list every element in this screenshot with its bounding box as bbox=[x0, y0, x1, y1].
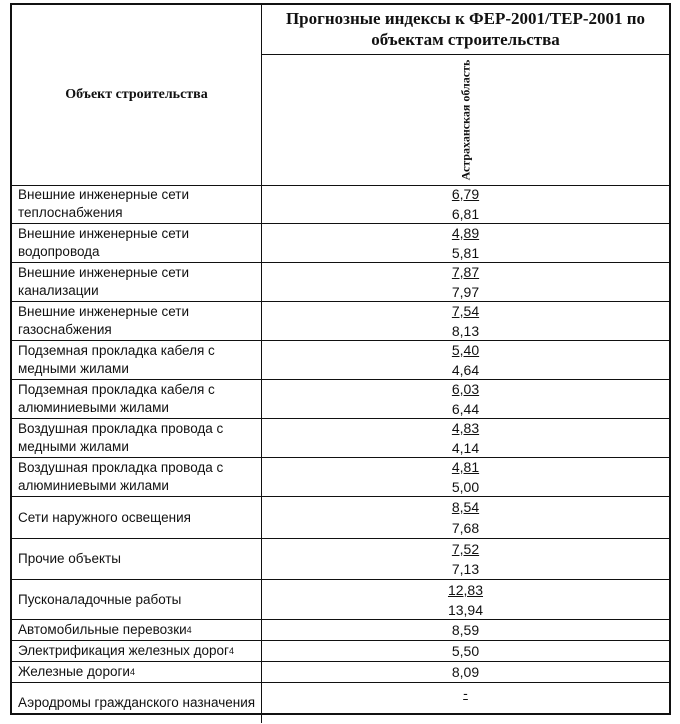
footnote-marker: 4 bbox=[129, 667, 135, 677]
table-row bbox=[12, 683, 669, 723]
table-row bbox=[12, 641, 669, 662]
index-cell bbox=[262, 224, 669, 262]
table-row bbox=[12, 497, 669, 539]
index-value-top: 5,40 bbox=[451, 342, 480, 358]
index-value-top: 6,79 bbox=[451, 186, 480, 202]
index-value-bottom: 7,68 bbox=[451, 520, 480, 536]
index-cell bbox=[262, 539, 669, 579]
object-name: Воздушная прокладка провода с алюминиевыми жилами bbox=[12, 458, 262, 496]
index-cell bbox=[262, 662, 669, 682]
table-row bbox=[12, 539, 669, 580]
object-name: Аэродромы гражданского назначения bbox=[12, 683, 262, 723]
index-value-top: 12,83 bbox=[447, 582, 484, 598]
index-value-top: 7,87 bbox=[451, 264, 480, 280]
index-value-bottom: 13,94 bbox=[447, 602, 484, 618]
object-name: Подземная прокладка кабеля с медными жилами bbox=[12, 341, 262, 379]
index-cell bbox=[262, 683, 669, 723]
object-name: Внешние инженерные сети канализации bbox=[12, 263, 262, 301]
index-value-bottom: 8,13 bbox=[451, 323, 480, 339]
index-value-top: 8,54 bbox=[451, 499, 480, 515]
index-value-top: 7,54 bbox=[451, 303, 480, 319]
index-value: 8,59 bbox=[451, 622, 480, 638]
index-value-top: - bbox=[463, 685, 468, 701]
index-cell bbox=[262, 380, 669, 418]
index-value-top: 4,81 bbox=[451, 459, 480, 475]
index-value-top: 4,89 bbox=[451, 225, 480, 241]
index-value-bottom: 5,81 bbox=[451, 245, 480, 261]
index-cell bbox=[262, 263, 669, 301]
object-name: Железные дороги 4 bbox=[12, 662, 262, 682]
index-cell bbox=[262, 302, 669, 340]
index-cell bbox=[262, 497, 669, 538]
object-column-header: Объект строительства bbox=[12, 5, 262, 185]
index-value-bottom: 6,44 bbox=[451, 401, 480, 417]
index-cell bbox=[262, 458, 669, 496]
footnote-marker: 4 bbox=[186, 625, 192, 635]
table-row bbox=[12, 185, 669, 224]
table-row bbox=[12, 620, 669, 641]
index-value-bottom: 5,00 bbox=[451, 479, 480, 495]
index-cell bbox=[262, 620, 669, 640]
index-value-top: 6,03 bbox=[451, 381, 480, 397]
index-column-header: Прогнозные индексы к ФЕР-2001/ТЕР-2001 по объектам строительства bbox=[262, 5, 669, 55]
index-value: 8,09 bbox=[451, 664, 480, 680]
index-value: 5,50 bbox=[451, 643, 480, 659]
index-value-bottom: 4,64 bbox=[451, 362, 480, 378]
forecast-index-table bbox=[10, 3, 671, 721]
table-row bbox=[12, 580, 669, 620]
table-row bbox=[12, 662, 669, 683]
object-name: Пусконаладочные работы bbox=[12, 580, 262, 619]
object-name: Внешние инженерные сети водопровода bbox=[12, 224, 262, 262]
index-cell bbox=[262, 641, 669, 661]
table-row bbox=[12, 263, 669, 302]
object-name: Подземная прокладка кабеля с алюминиевыми жилами bbox=[12, 380, 262, 418]
index-value-top: 4,83 bbox=[451, 420, 480, 436]
index-cell bbox=[262, 419, 669, 457]
index-value-bottom: 7,97 bbox=[451, 284, 480, 300]
footnote-marker: 4 bbox=[228, 646, 234, 656]
table-row bbox=[12, 341, 669, 380]
table-row bbox=[12, 419, 669, 458]
object-name: Воздушная прокладка провода с медными жилами bbox=[12, 419, 262, 457]
index-value-bottom: - bbox=[463, 705, 468, 721]
index-value-bottom: 7,13 bbox=[451, 561, 480, 577]
object-name: Прочие объекты bbox=[12, 539, 262, 579]
table-row bbox=[12, 458, 669, 497]
table-header bbox=[12, 5, 669, 186]
table-row bbox=[12, 224, 669, 263]
index-cell bbox=[262, 341, 669, 379]
object-name: Внешние инженерные сети газоснабжения bbox=[12, 302, 262, 340]
object-name: Автомобильные перевозки 4 bbox=[12, 620, 262, 640]
index-cell bbox=[262, 185, 669, 223]
table-row bbox=[12, 302, 669, 341]
index-value-top: 7,52 bbox=[451, 541, 480, 557]
region-column-header bbox=[262, 55, 669, 185]
index-value-bottom: 4,14 bbox=[451, 440, 480, 456]
object-name: Сети наружного освещения bbox=[12, 497, 262, 538]
region-label: Астраханская область bbox=[458, 59, 473, 181]
table-row bbox=[12, 380, 669, 419]
object-name: Электрификация железных дорог 4 bbox=[12, 641, 262, 661]
index-value-bottom: 6,81 bbox=[451, 206, 480, 222]
index-cell bbox=[262, 580, 669, 619]
object-name: Внешние инженерные сети теплоснабжения bbox=[12, 185, 262, 223]
